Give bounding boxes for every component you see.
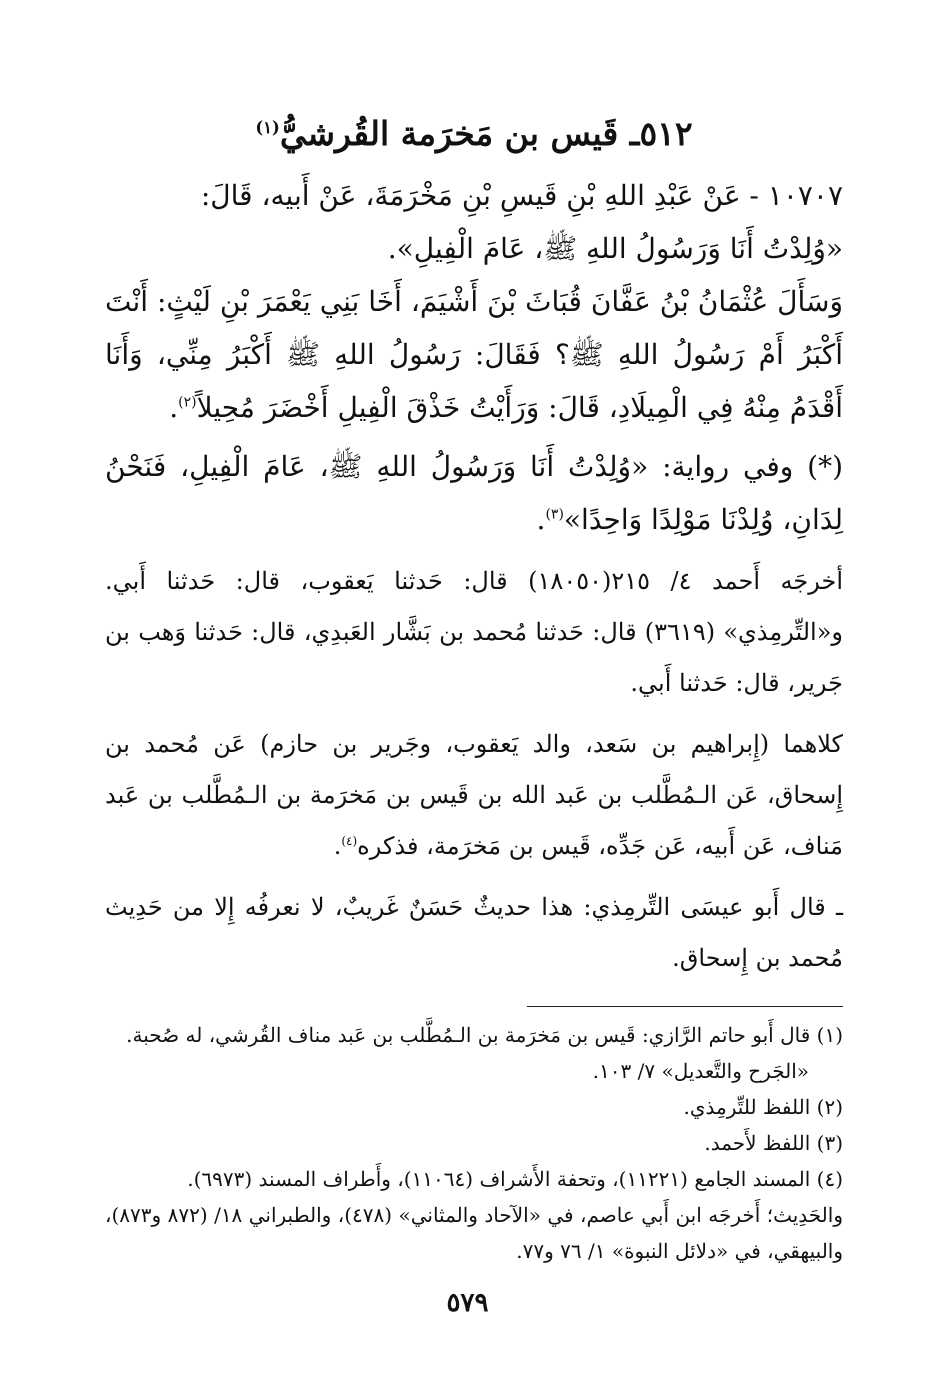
chapter-title — [105, 105, 843, 163]
hadith-story: وَسَأَلَ عُثْمَانُ بْنُ عَفَّانَ قُبَاثَ بْنَ أَشْيَمَ، أَخَا بَنِي يَعْمَرَ بْنِ لَيْثٍ: أَنْتَ أَكْبَرُ أَمْ رَسُولُ اللهِ ﷺ؟ فَقَالَ: رَسُولُ اللهِ ﷺ أَكْبَرُ مِنِّي، وَأَنَا أَقْدَمُ مِنْهُ فِي الْمِيلَادِ، قَالَ: وَرَأَيْتُ خَذْقَ الْفِيلِ أَخْضَرَ مُحِيلاً$^{(٢)}$. — [105, 285, 843, 424]
takhrij-paragraph-2-text: كلاهما (إِبراهيم بن سَعد، والد يَعقوب، وجَرير بن حازم) عَن مُحمد بن إِسحاق، عَن الـمُطَّلب بن عَبد الله بن قَيس بن مَخرَمة بن الـمُطَّلب بن عَبد مَناف، عَن أَبيه، عَن جَدِّه، قَيس بن مَخرَمة، فذكره — [105, 730, 843, 860]
footnote-ref-1: (١) — [255, 118, 280, 137]
page-number: ٥٧٩ — [446, 1288, 489, 1318]
footnote-ref-2: (٢) — [178, 394, 197, 411]
footnote-4: (٤) المسند الجامع (١١٢٢١)، وتحفة الأَشراف (١١٠٦٤)، وأَطراف المسند (٦٩٧٣). — [187, 1167, 843, 1191]
takhrij-paragraph-2: كلاهما (إِبراهيم بن سَعد، والد يَعقوب، وجَرير بن حازم) عَن مُحمد بن إِسحاق، عَن الـمُطَّلب بن عَبد الله بن قَيس بن مَخرَمة بن الـمُطَّلب بن عَبد مَناف، عَن أَبيه، عَن جَدِّه، قَيس بن مَخرَمة، فذكره$^{(٤)}$. — [105, 730, 843, 860]
hadith-variant-text: (*) وفي رواية: «وُلِدْتُ أَنَا وَرَسُولُ اللهِ ﷺ، عَامَ الْفِيلِ، فَنَحْنُ لِدَانِ، وُلِدْنَا مَوْلِدًا وَاحِدًا» — [105, 450, 843, 536]
footnote-2: (٢) اللفظ للتِّرمِذي. — [683, 1095, 843, 1119]
hadith-story-text: وَسَأَلَ عُثْمَانُ بْنُ عَفَّانَ قُبَاثَ بْنَ أَشْيَمَ، أَخَا بَنِي يَعْمَرَ بْنِ لَيْثٍ: أَنْتَ أَكْبَرُ أَمْ رَسُولُ اللهِ ﷺ؟ فَقَالَ: رَسُولُ اللهِ ﷺ أَكْبَرُ مِنِّي، وَأَنَا أَقْدَمُ مِنْهُ فِي الْمِيلَادِ، قَالَ: وَرَأَيْتُ خَذْقَ الْفِيلِ أَخْضَرَ مُحِيلاً — [105, 285, 843, 424]
hadith-variant: (*) وفي رواية: «وُلِدْتُ أَنَا وَرَسُولُ اللهِ ﷺ، عَامَ الْفِيلِ، فَنَحْنُ لِدَانِ، وُلِدْنَا مَوْلِدًا وَاحِدًا»$^{(٣)}$. — [105, 450, 843, 536]
footnote-ref-4: (٤) — [341, 834, 358, 848]
takhrij-block — [105, 556, 843, 984]
footnote-1-continued: «الجَرح والتَّعديل» ٧/ ١٠٣. — [592, 1059, 809, 1083]
hadith-isnad: ١٠٧٠٧ - عَنْ عَبْدِ اللهِ بْنِ قَيسِ بْنِ مَخْرَمَةَ، عَنْ أَبيه، قَالَ: — [200, 179, 843, 212]
hadith-matn: «وُلِدْتُ أَنَا وَرَسُولُ اللهِ ﷺ، عَامَ الْفِيلِ». — [387, 232, 843, 265]
footnote-separator — [527, 1006, 843, 1007]
tirmidhi-verdict: ـ قال أَبو عيسَى التِّرمِذي: هذا حديثٌ حَسَنٌ غَريبٌ، لا نعرفُه إِلا من حَدِيث مُحمد بن إِسحاق. — [105, 893, 844, 972]
footnotes — [105, 1017, 843, 1269]
footnote-3: (٣) اللفظ لأَحمد. — [704, 1131, 843, 1155]
hadith-block — [105, 169, 843, 546]
takhrij-paragraph-1: أخرجَه أَحمد ٤/ ٢١٥(١٨٠٥٠) قال: حَدثنا يَعقوب، قال: حَدثنا أَبي. و«التِّرمِذي» (٣٦١٩) قال: حَدثنا مُحمد بن بَشَّار العَبدِي، قال: حَدثنا وَهب بن جَرير، قال: حَدثنا أَبي. — [105, 567, 843, 697]
footnote-ref-3: (٣) — [545, 506, 564, 523]
footnote-1: (١) قال أَبو حاتم الرَّازي: قَيس بن مَخرَمة بن الـمُطَّلب بن عَبد مناف القُرشي، له صُحبة. — [126, 1023, 843, 1047]
footnote-4-continued: والحَدِيث؛ أَخرجَه ابن أَبي عاصم، في «الآحاد والمثاني» (٤٧٨)، والطبراني ١٨/ (٨٧٢ و٨٧٣)، والبيهقي، في «دلائل النبوة» ١/ ٧٦ و٧٧. — [105, 1203, 843, 1263]
chapter-title-text: ٥١٢ـ قَيس بن مَخرَمة القُرشيُّ — [279, 114, 693, 153]
